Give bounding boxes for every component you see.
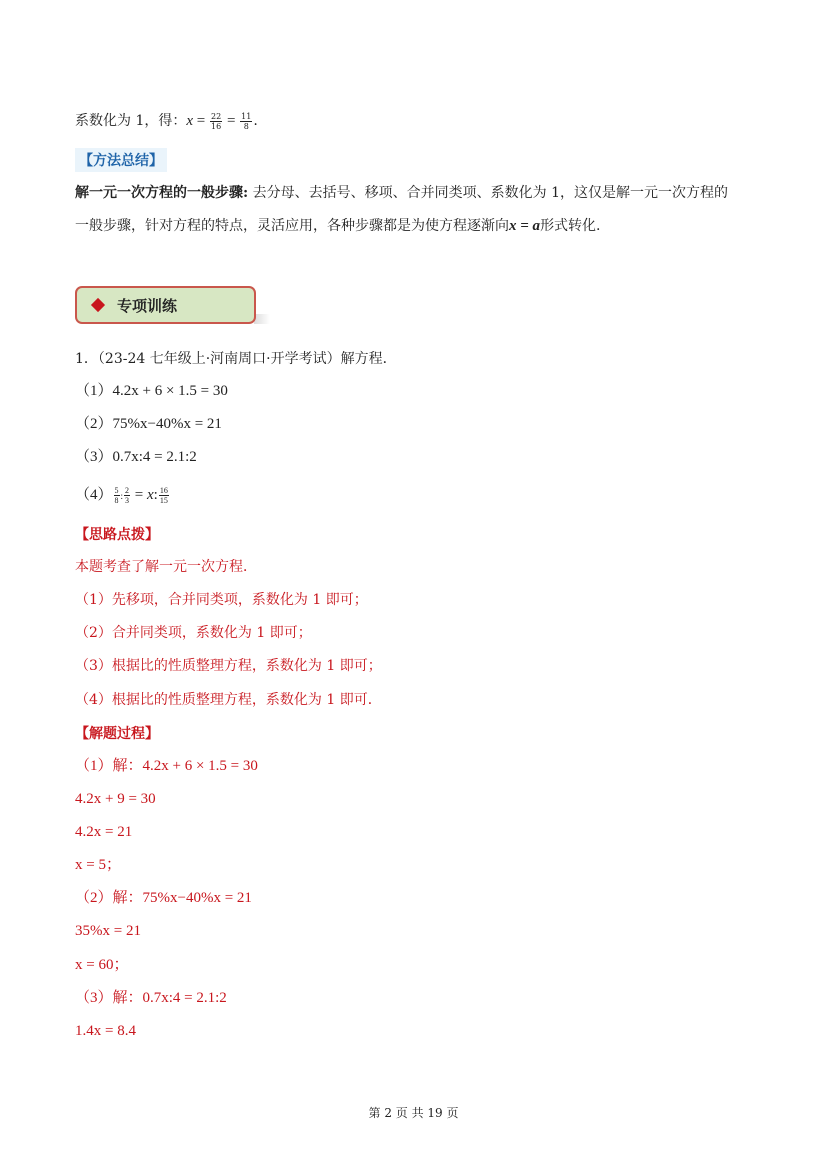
colon: : — [153, 487, 158, 503]
hint-line: （4）根据比的性质整理方程，系数化为 1 即可． — [75, 692, 382, 708]
fraction-16-15 — [159, 486, 169, 505]
frac-den: 3 — [125, 496, 130, 506]
frac-den: 16 — [211, 121, 222, 131]
fraction-2-3 — [124, 486, 130, 505]
hint-line: 本题考查了解一元一次方程． — [75, 559, 257, 575]
method-text-1: 去分母、去括号、移项、合并同类项、系数化为 1，这仅是解一元一次方程的 — [248, 185, 728, 201]
fraction-11-8 — [240, 112, 252, 131]
question-item-3 — [75, 447, 197, 467]
frac-num: 22 — [211, 111, 222, 121]
method-bold-lead: 解一元一次方程的一般步骤: — [75, 185, 249, 201]
frac-den: 8 — [114, 496, 119, 506]
fraction-5-8 — [114, 486, 120, 505]
item-expr: 4.2x + 6 × 1.5 = 30 — [112, 383, 228, 399]
frac-num: 16 — [159, 486, 168, 496]
solution-line: （2）解：75%x−40%x = 21 — [75, 890, 252, 906]
intro-end: . — [253, 113, 258, 129]
item-eq: = — [131, 487, 147, 503]
item-var: x — [147, 487, 154, 503]
solution-line: x = 60； — [75, 957, 129, 973]
solution-line: 4.2x = 21 — [75, 824, 133, 840]
banner-shadow — [254, 314, 270, 324]
solution-tag: 【解题过程】 — [75, 726, 159, 742]
method-math: x = a — [509, 218, 541, 234]
diamond-icon — [91, 298, 105, 312]
intro-eq: = — [193, 113, 209, 129]
solution-line: （1）解：4.2x + 6 × 1.5 = 30 — [75, 758, 258, 774]
frac-num: 5 — [114, 486, 119, 496]
question-item-2 — [75, 414, 222, 434]
frac-den: 15 — [159, 496, 168, 506]
solution-line: （3）解：0.7x:4 = 2.1:2 — [75, 990, 227, 1006]
hint-line: （3）根据比的性质整理方程，系数化为 1 即可； — [75, 658, 382, 674]
hint-tag: 【思路点拨】 — [75, 527, 159, 543]
intro-line — [75, 111, 258, 131]
page-footer: 第 2 页 共 19 页 — [368, 1106, 459, 1120]
method-line-2 — [75, 216, 601, 236]
banner-label: 专项训练 — [117, 296, 178, 315]
question-title: 1．（23-24 七年级上·河南周口·开学考试）解方程． — [75, 351, 397, 367]
intro-eq: = — [223, 113, 240, 129]
frac-num: 2 — [125, 486, 130, 496]
item-index: （1） — [75, 383, 113, 399]
intro-prefix: 系数化为 1，得： — [75, 113, 187, 129]
method-line-1 — [75, 183, 728, 203]
solution-line: 1.4x = 8.4 — [75, 1023, 136, 1039]
solution-line: x = 5； — [75, 857, 121, 873]
item-expr: 0.7x:4 = 2.1:2 — [112, 449, 197, 465]
item-index: （4） — [75, 487, 113, 503]
intro-var: x — [186, 113, 194, 129]
solution-line: 4.2x + 9 = 30 — [75, 791, 156, 807]
method-text-2a: 一般步骤，针对方程的特点，灵活应用，各种步骤都是为使方程逐渐向 — [75, 218, 509, 234]
item-index: （2） — [75, 416, 113, 432]
item-expr: 75%x−40%x = 21 — [112, 416, 222, 432]
method-text-2b: 形式转化. — [540, 218, 601, 234]
question-item-1 — [75, 381, 228, 401]
item-index: （3） — [75, 449, 113, 465]
method-summary-tag: 【方法总结】 — [75, 148, 167, 172]
frac-num: 11 — [241, 111, 252, 121]
fraction-22-16 — [210, 112, 222, 131]
frac-den: 8 — [243, 121, 249, 131]
section-banner — [75, 286, 256, 324]
question-item-4 — [75, 485, 170, 506]
hint-line: （2）合并同类项，系数化为 1 即可； — [75, 625, 312, 641]
hint-line: （1）先移项，合并同类项，系数化为 1 即可； — [75, 592, 368, 608]
colon: : — [120, 491, 124, 501]
solution-line: 35%x = 21 — [75, 923, 141, 939]
